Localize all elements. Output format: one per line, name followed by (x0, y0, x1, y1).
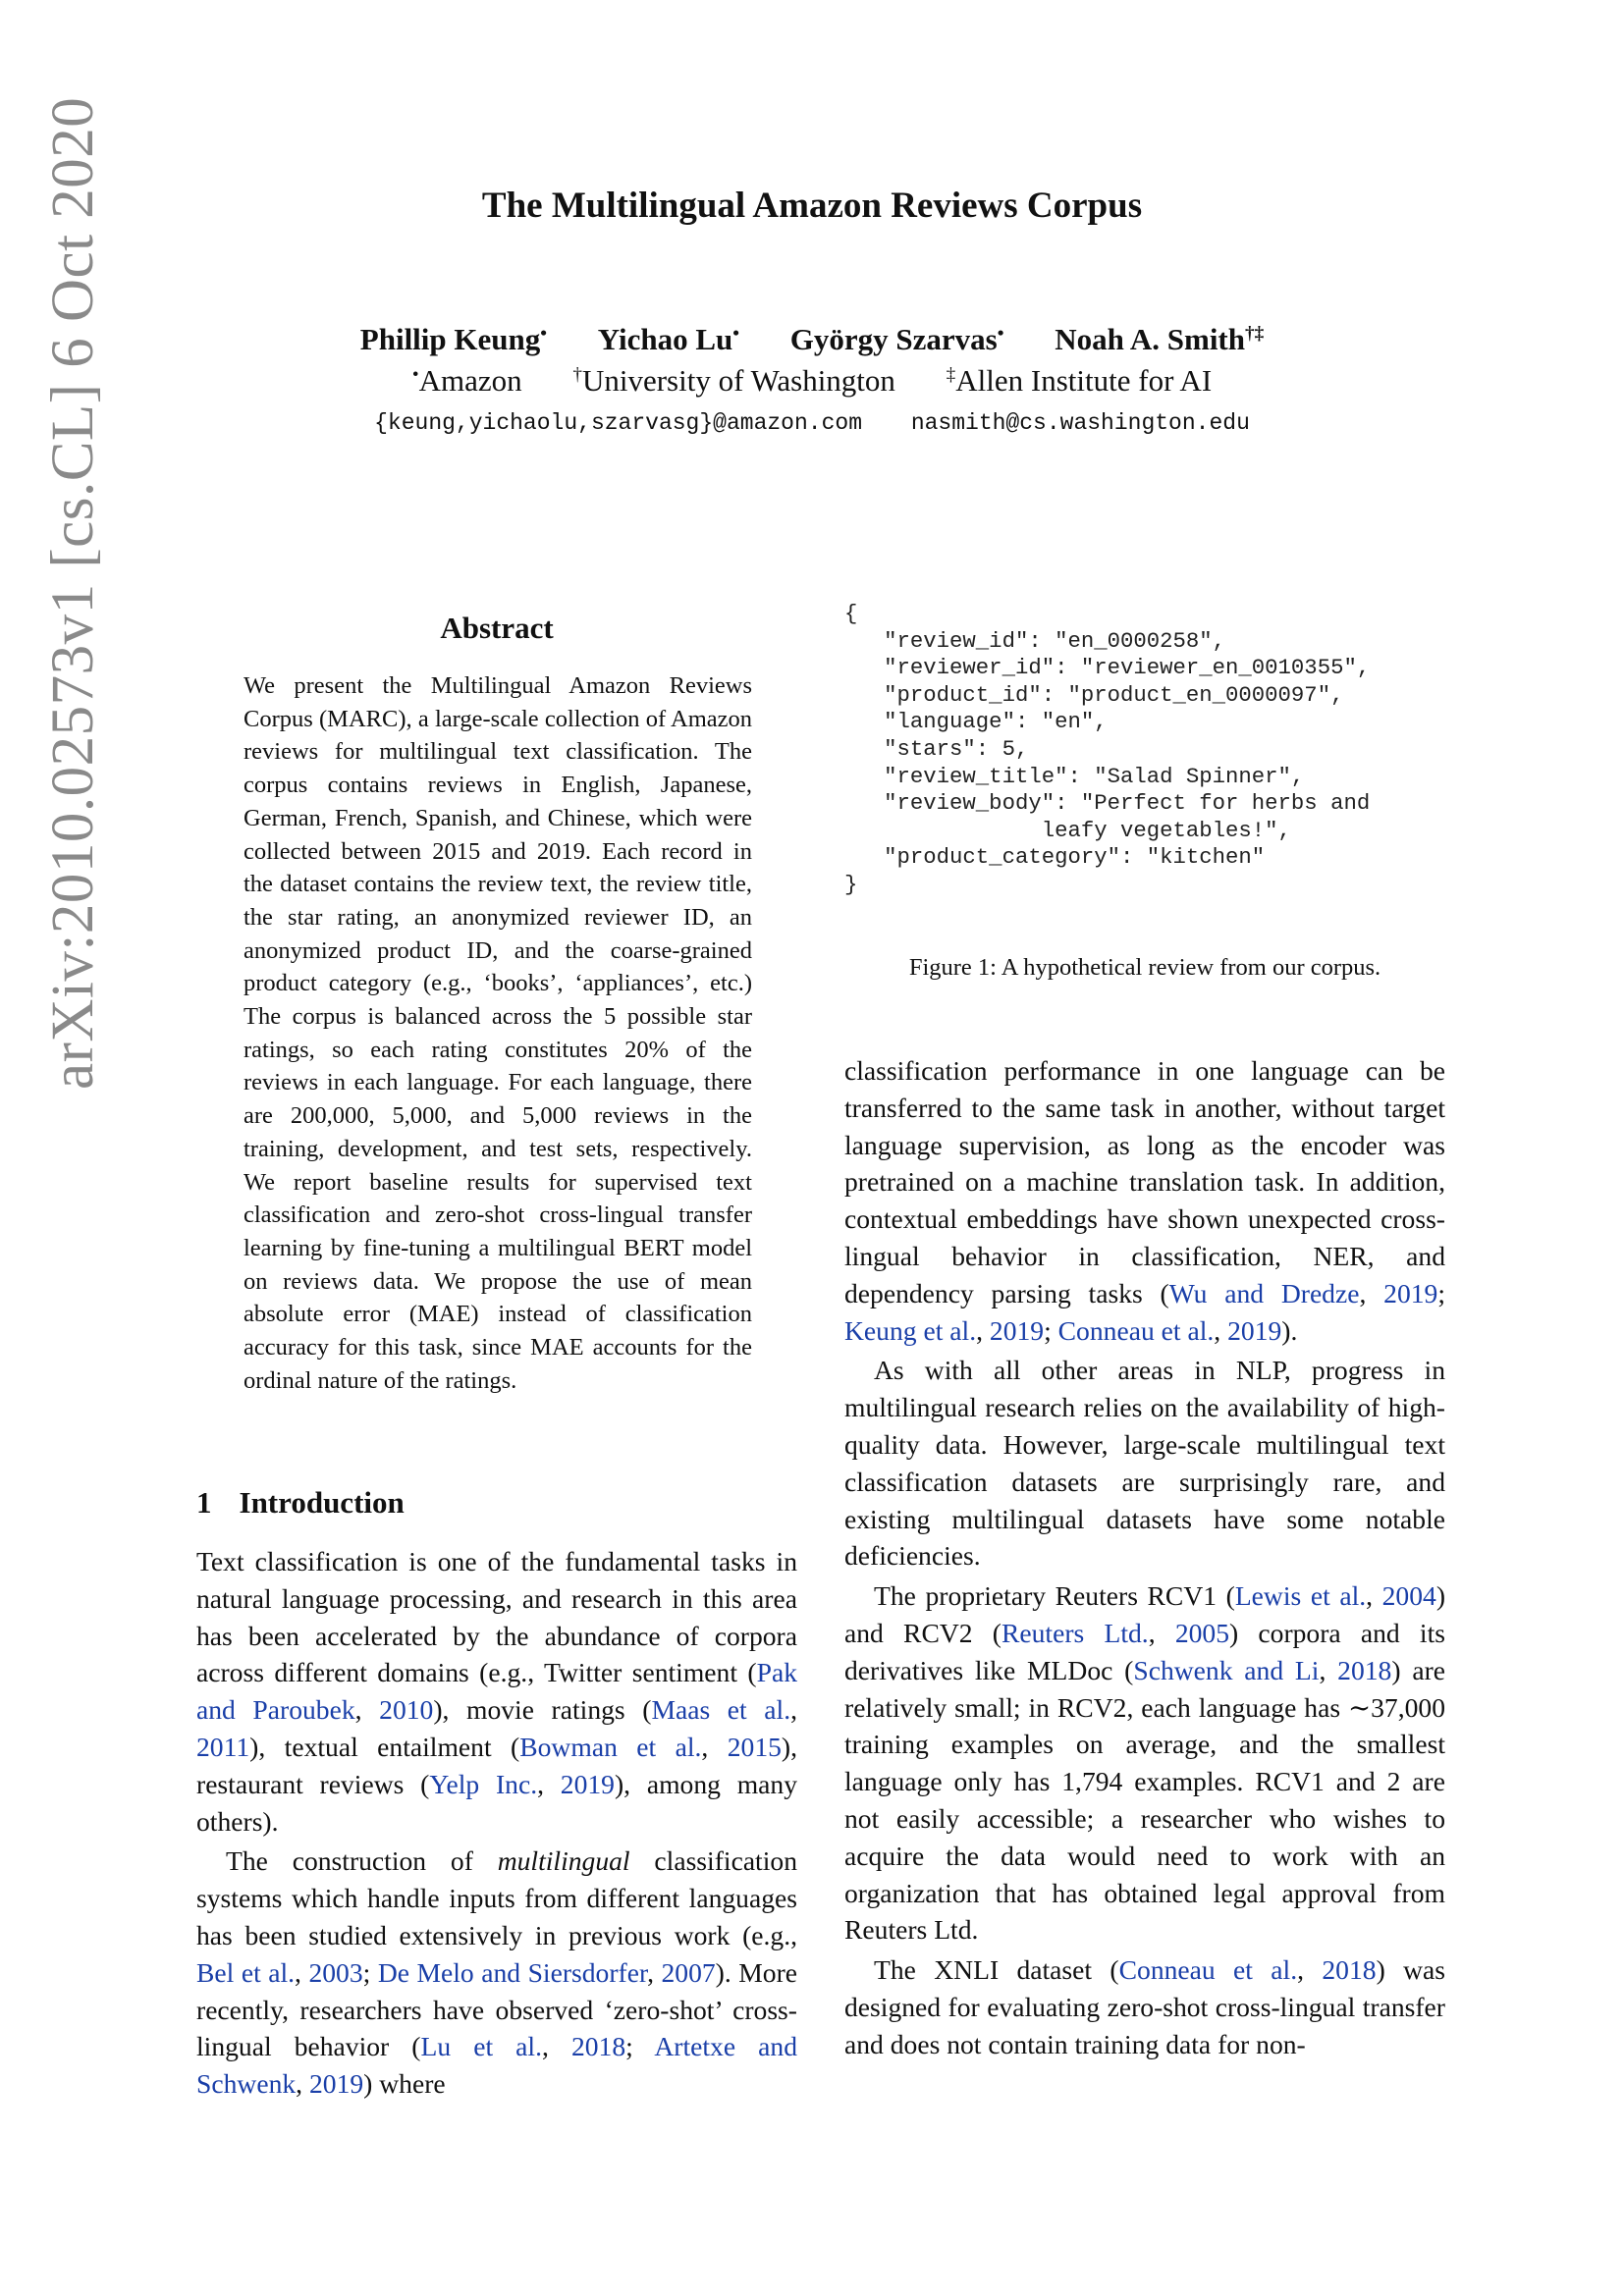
text-run: ), among many others). (196, 1768, 797, 1837)
citation-link[interactable]: Bowman et al. (519, 1731, 702, 1762)
paper-title: The Multilingual Amazon Reviews Corpus (481, 186, 1143, 226)
figure1-caption: Figure 1: A hypothetical review from our corpus. (908, 954, 1381, 981)
citation-link[interactable]: 2015 (727, 1731, 782, 1762)
text-run: , (295, 1956, 309, 1988)
emphasis-text: multilingual (497, 1845, 630, 1877)
text-run: Text classification is one of the fundamental tasks in natural language processing, and research in this area has been accelerated by the abundance of corpora across different domains (e.g., Twitter sentiment ( (196, 1546, 797, 1688)
citation-link[interactable]: Maas et al. (651, 1694, 791, 1726)
citation-link[interactable]: 2019 (1227, 1314, 1282, 1346)
text-run: , (701, 1731, 728, 1762)
citation-link[interactable]: Keung et al. (844, 1314, 977, 1346)
paragraph (844, 1577, 1445, 1949)
author: Phillip Keung• (359, 322, 547, 356)
author-list (0, 322, 1624, 357)
text-run: ). (1281, 1314, 1298, 1346)
paragraph (844, 1951, 1445, 2062)
text-run: ) where (363, 2068, 446, 2100)
citation-link[interactable]: 2005 (1174, 1617, 1229, 1648)
abstract-heading: Abstract (440, 611, 554, 645)
citation-link[interactable]: Artetxe and Schwenk (196, 2031, 797, 2100)
paragraph (844, 1052, 1445, 1349)
text-run: , (296, 2068, 309, 2100)
citation-link[interactable]: 2003 (308, 1956, 363, 1988)
citation-link[interactable]: De Melo and Siersdorfer (377, 1956, 648, 1988)
citation-link[interactable]: 2007 (661, 1956, 716, 1988)
text-run: , (537, 1768, 561, 1799)
section-heading-introduction: 1 Introduction (196, 1485, 405, 1520)
citation-link[interactable]: Wu and Dredze (1168, 1277, 1360, 1308)
text-run: As with all other areas in NLP, progress in multilingual research relies on the availability of high-quality data. However, large-scale multilingual text classification datasets are surprisingly rare, and existing multilingual datasets have some notable deficiencies. (844, 1355, 1445, 1572)
author: Noah A. Smith†‡ (1055, 322, 1265, 356)
citation-link[interactable]: Conneau et al. (1057, 1314, 1215, 1346)
text-run: ; (362, 1956, 378, 1988)
citation-link[interactable]: Conneau et al. (1118, 1954, 1298, 1986)
text-run: , (1319, 1654, 1338, 1685)
text-run: ; (1044, 1314, 1058, 1346)
text-run: ). More recently, researchers have observed ‘zero-shot’ cross-lingual behavior ( (196, 1956, 798, 2062)
paragraph (844, 1352, 1445, 1575)
text-run: ), textual entailment ( (249, 1731, 520, 1762)
arxiv-stamp: arXiv:2010.02573v1 [cs.CL] 6 Oct 2020 (40, 96, 106, 1090)
citation-link[interactable]: 2019 (560, 1768, 615, 1799)
text-run: ), movie ratings ( (433, 1694, 652, 1726)
text-run: classification performance in one language can be transferred to the same task in another, without target language supervision, as long as the encoder was pretrained on a machine translation task. In addition, contextual embeddings have shown unexpected cross-lingual behavior in classification, NER, and dependency parsing tasks ( (844, 1055, 1445, 1308)
paragraph (196, 1543, 797, 1840)
citation-link[interactable]: 2019 (1383, 1277, 1438, 1308)
email-list (0, 410, 1624, 436)
text-run: ; (1437, 1277, 1446, 1308)
text-run: , (1366, 1580, 1382, 1612)
text-run: ; (625, 2031, 655, 2062)
figure1-json-code: { "review_id": "en_0000258", "reviewer_id": "reviewer_en_0010355", "product_id": "product_en_0000097", "language": "en", "stars": 5, "review_title": "Salad Spinner", "review_body": "Perfect for herbs and leafy vegetables!", "product_category": "kitchen" } (844, 601, 1371, 897)
citation-link[interactable]: 2018 (1337, 1654, 1392, 1685)
text-run: , (1214, 1314, 1228, 1346)
affiliation-list (0, 363, 1624, 399)
citation-link[interactable]: Lewis et al. (1234, 1580, 1367, 1612)
affiliation: †University of Washington (572, 363, 895, 398)
citation-link[interactable]: Reuters Ltd. (1001, 1617, 1149, 1648)
citation-link[interactable]: 2018 (1322, 1954, 1377, 1986)
citation-link[interactable]: Lu et al. (420, 2031, 542, 2062)
text-run: , (541, 2031, 571, 2062)
text-run: ) was designed for evaluating zero-shot cross-lingual transfer and does not contain training data for non- (844, 1954, 1446, 2059)
text-run: , (976, 1314, 990, 1346)
text-run: , (1148, 1617, 1175, 1648)
text-run: , (1297, 1954, 1323, 1986)
text-run: , (790, 1694, 798, 1726)
text-run: , (1359, 1277, 1384, 1308)
citation-link[interactable]: 2018 (570, 2031, 626, 2062)
paragraph (196, 1842, 797, 2103)
citation-link[interactable]: Schwenk and Li (1133, 1654, 1320, 1685)
citation-link[interactable]: 2019 (308, 2068, 364, 2100)
text-run: ), restaurant reviews ( (196, 1731, 798, 1799)
text-run: ) are relatively small; in RCV2, each language has ∼37,000 training examples on average, and the smallest language only has 1,794 examples. RCV1 and 2 are not easily accessible; a researcher who wishes to acquire the data would need to work with an organization that has obtained legal approval from Reuters Ltd. (844, 1654, 1446, 1946)
text-run: classification systems which handle inputs from different languages has been studied extensively in previous work (e.g., (196, 1845, 797, 1950)
text-run: ) corpora and its derivatives like MLDoc ( (844, 1617, 1445, 1685)
abstract-text: We present the Multilingual Amazon Reviews Corpus (MARC), a large-scale collection of Amazon reviews for multilingual text classification. The corpus contains reviews in English, Japanese, German, French, Spanish, and Chinese, which were collected between 2015 and 2019. Each record in the dataset contains the review text, the review title, the star rating, an anonymized reviewer ID, an anonymized product ID, and the coarse-grained product category (e.g., ‘books’, ‘appliances’, etc.) The corpus is balanced across the 5 possible star ratings, so each rating constitutes 20% of the reviews in each language. For each language, there are 200,000, 5,000, and 5,000 reviews in the training, development, and test sets, respectively. We report baseline results for supervised text classification and zero-shot cross-lingual transfer learning by fine-tuning a multilingual BERT model on reviews data. We propose the use of mean absolute error (MAE) instead of classification accuracy for this task, since MAE accounts for the ordinal nature of the ratings. (244, 672, 752, 1394)
citation-link[interactable]: 2004 (1381, 1580, 1436, 1612)
citation-link[interactable]: Bel et al. (196, 1956, 296, 1988)
email: nasmith@cs.washington.edu (910, 410, 1250, 436)
citation-link[interactable]: 2019 (989, 1314, 1045, 1346)
affiliation: •Amazon (411, 363, 522, 398)
citation-link[interactable]: Pak and Paroubek (196, 1657, 797, 1726)
text-run: The proprietary Reuters RCV1 ( (874, 1580, 1235, 1612)
text-run: The construction of (226, 1845, 498, 1877)
email: {keung,yichaolu,szarvasg}@amazon.com (374, 410, 862, 436)
citation-link[interactable]: 2011 (196, 1731, 250, 1762)
author: György Szarvas• (789, 322, 1004, 356)
left-column-body (196, 1543, 797, 2103)
affiliation: ‡Allen Institute for AI (946, 363, 1213, 398)
citation-link[interactable]: 2010 (379, 1694, 434, 1726)
author: Yichao Lu• (597, 322, 740, 356)
text-run: , (647, 1956, 662, 1988)
text-run: The XNLI dataset ( (874, 1954, 1119, 1986)
text-run: ) and RCV2 ( (844, 1580, 1446, 1648)
right-column-body (844, 1052, 1445, 2063)
citation-link[interactable]: Yelp Inc. (429, 1768, 538, 1799)
text-run: , (354, 1694, 380, 1726)
